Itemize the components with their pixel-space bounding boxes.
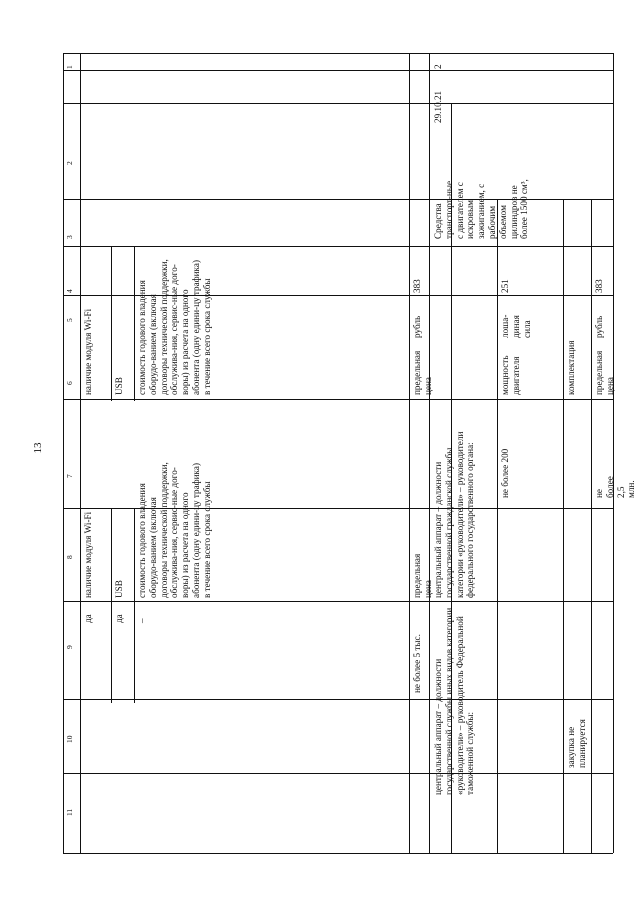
page-number: 13 [32,442,44,454]
cell-r3-not-planned: закупка не планируется [566,719,587,768]
cell-r1-c8-usb: USB [114,580,124,598]
cell-r3-s3-value: не более 2,5 млн. [594,476,637,498]
col-num-8: 8 [65,555,74,559]
cell-r2-unit: рубль [412,315,422,338]
col-num-7: 7 [65,474,74,478]
cell-r1-c6-cost: стоимость годового владения оборудо-ванием (включая договоры технической поддержки, обслужива-ния, сервис-ные дого-воры) из расчета на одного абонента (одну едини-цу трафика) в течение всего срока службы [137,259,212,395]
cell-r1-c9-wifi: да [83,614,93,623]
requirements-table [63,53,637,853]
col-num-11: 11 [65,808,74,816]
cell-r3-s3-code: 383 [594,279,604,293]
col-num-4: 4 [65,289,74,293]
cell-r3-s1-code: 251 [500,279,510,293]
cell-r1-c9-dash: – [137,618,147,623]
col-num-10: 10 [65,735,74,743]
cell-r3-s2-char: комплектация [566,340,576,395]
cell-r3-s3-unit: рубль [594,315,604,338]
cell-r3-c7-header: центральный аппарат – должности государственной гражданской службы категории «руководители» – руководители федерального государственного органа: [433,431,476,598]
cell-r1-c6-wifi: наличие модуля Wi-Fi [83,308,93,395]
col-num-6: 6 [65,381,74,385]
cell-r1-c8-cost: стоимость годового владения оборудо-ванием (включая договоры технической поддержки, обслужива-ния, сервис-ные дого-воры) из расчета на одного абонента (одну едини-цу трафика) в течение всего срока службы [137,462,212,598]
cell-r2-value: не более 5 тыс. [412,634,422,693]
cell-r3-s1-unit: лоша-диная сила [500,314,532,338]
cell-r1-c8-wifi: наличие модуля Wi-Fi [83,511,93,598]
col-num-2: 2 [65,161,74,165]
cell-r3-okpd: 29.10.21 [433,90,443,123]
col-num-1: 1 [65,65,74,69]
cell-r3-name: Средства транспорт-ные с двигателем с искровым зажиганием, с рабочим объемом цилиндров не более 1500 см³, [433,179,530,239]
cell-r3-s1-value: не более 200 [500,448,510,498]
cell-r3-c8-header: центральный аппарат – должности государственной службы иных видов категории «руководители» – руководитель Федеральной таможенной службы: [433,607,476,795]
col-num-9: 9 [65,645,74,649]
cell-r2-code: 383 [412,279,422,293]
cell-r2-char-8: предельная цена [412,553,433,598]
cell-r2-char: предельная цена [412,350,433,395]
col-num-3: 3 [65,235,74,239]
cell-r1-c6-usb: USB [114,377,124,395]
cell-r3-num: 2 [433,64,443,69]
col-num-5: 5 [65,318,74,322]
cell-r1-c9-usb: да [114,614,124,623]
cell-r3-s3-char: предельная цена [594,350,615,395]
cell-r3-s1-char: мощность двигателя [500,355,521,395]
